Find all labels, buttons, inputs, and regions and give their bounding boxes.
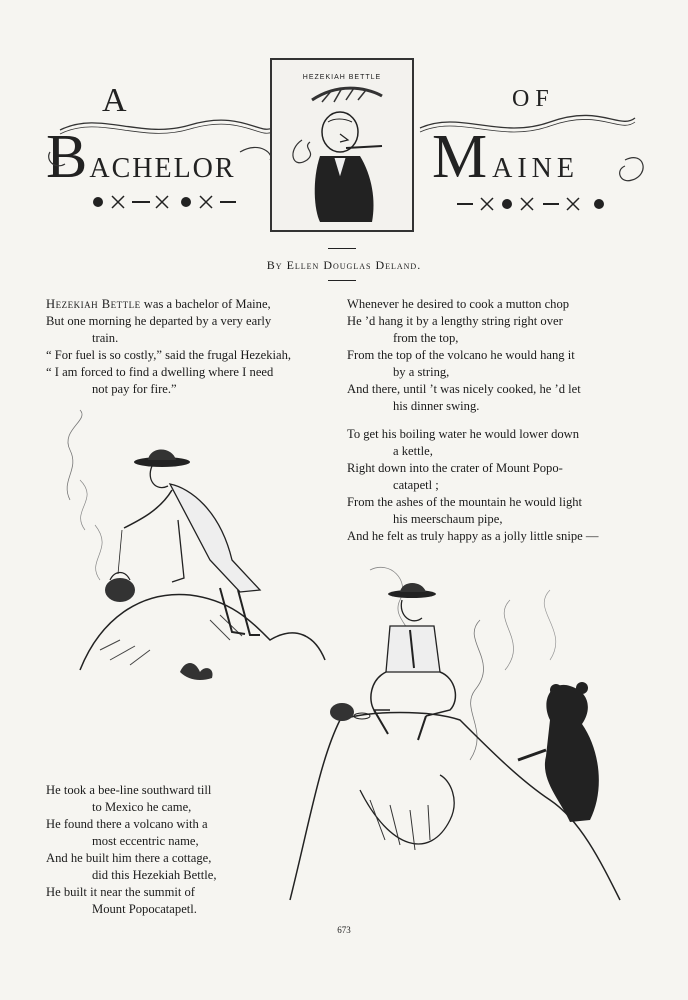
- portrait-frame: [270, 58, 414, 232]
- hezekiah-portrait-illustration: [272, 60, 412, 230]
- verse-line-cont: to Mexico he came,: [92, 800, 192, 814]
- verse-line: From the top of the volcano he would hang it: [347, 348, 575, 362]
- portrait-label: HEZEKIAH BETTLE: [302, 74, 382, 81]
- verse-line: And he built him there a cottage,: [46, 851, 212, 865]
- verse-line-cont: not pay for fire.”: [92, 382, 177, 396]
- verse-line: He ’d hang it by a lengthy string right over: [347, 314, 563, 328]
- stanza-1: [46, 296, 342, 398]
- title-initial-b: B: [46, 123, 90, 191]
- stanza-3: [347, 426, 647, 545]
- verse-line: Whenever he desired to cook a mutton chop: [347, 297, 570, 311]
- verse-line: But one morning he departed by a very early: [46, 314, 272, 328]
- utensil-ornament-right: [455, 194, 615, 214]
- verse-text: was a bachelor of Maine,: [140, 297, 271, 311]
- verse-line-cont: Mount Popocatapetl.: [92, 902, 197, 916]
- verse-line: From the ashes of the mountain he would light: [347, 495, 583, 509]
- verse-line-cont: catapetl ;: [393, 478, 439, 492]
- verse-line: “ I am forced to find a dwelling where I need: [46, 365, 274, 379]
- title-word-of: OF: [512, 86, 555, 112]
- man-smoking-pipe-with-bear-illustration: [250, 560, 630, 920]
- verse-line: “ For fuel is so costly,” said the frugal Hezekiah,: [46, 348, 292, 362]
- page-number: 673: [337, 925, 351, 935]
- utensil-ornament-left: [90, 192, 240, 212]
- title-word-a: A: [102, 82, 129, 119]
- verse-line: Right down into the crater of Mount Popo-: [347, 461, 563, 475]
- verse-line: To get his boiling water he would lower down: [347, 427, 580, 441]
- verse-line-cont: by a string,: [393, 365, 450, 379]
- verse-line: He built it near the summit of: [46, 885, 195, 899]
- name-lead: Hezekiah Bettle: [46, 297, 141, 311]
- verse-line-cont: most eccentric name,: [92, 834, 199, 848]
- stanza-4: [46, 782, 256, 918]
- verse-line: And there, until ’t was nicely cooked, he ’d let: [347, 382, 581, 396]
- title-rest-maine: AINE: [492, 153, 580, 184]
- divider-rule: [328, 248, 356, 249]
- verse-line: [46, 296, 342, 313]
- verse-line-cont: his meerschaum pipe,: [393, 512, 503, 526]
- verse-line-cont: a kettle,: [393, 444, 433, 458]
- verse-line: And he felt as truly happy as a jolly little snipe —: [347, 529, 599, 543]
- verse-line: He took a bee-line southward till: [46, 783, 212, 797]
- divider-rule: [328, 280, 356, 281]
- byline: By Ellen Douglas Deland.: [266, 258, 422, 272]
- stanza-2: [347, 296, 647, 415]
- verse-line: He found there a volcano with a: [46, 817, 208, 831]
- title-initial-m: M: [432, 123, 493, 191]
- title-rest-bachelor: ACHELOR: [89, 153, 236, 184]
- verse-line-cont: from the top,: [393, 331, 459, 345]
- verse-line-cont: train.: [92, 331, 119, 345]
- verse-line-cont: did this Hezekiah Bettle,: [92, 868, 217, 882]
- verse-line-cont: his dinner swing.: [393, 399, 480, 413]
